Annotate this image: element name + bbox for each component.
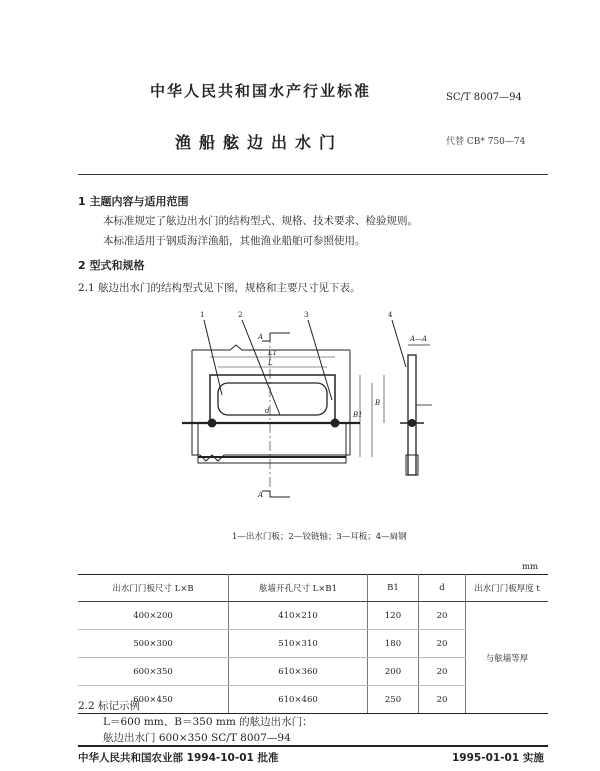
table-row bbox=[78, 602, 548, 630]
spec-table bbox=[78, 574, 548, 714]
section-1-paragraph-2: 本标准适用于钢质海洋渔船，其他渔业船舶可参照使用。 bbox=[103, 235, 366, 247]
header-door-size: 出水门门板尺寸 L×B bbox=[78, 575, 229, 602]
org-title: 中华人民共和国水产行业标准 bbox=[150, 82, 372, 100]
cell-b1: 180 bbox=[368, 630, 419, 658]
document-title: 渔船舷边出水门 bbox=[175, 133, 344, 152]
header-rule bbox=[78, 174, 548, 175]
table-header-row bbox=[78, 575, 548, 602]
cell-d: 20 bbox=[419, 686, 466, 714]
header-d: d bbox=[419, 575, 466, 602]
cell-d: 20 bbox=[419, 658, 466, 686]
cell-d: 20 bbox=[419, 630, 466, 658]
cell-thickness-merged: 与舷墙等厚 bbox=[466, 602, 549, 714]
callout-4: 4 bbox=[388, 311, 393, 319]
cell-b1: 120 bbox=[368, 602, 419, 630]
section-mark-top: A bbox=[258, 333, 264, 341]
figure-caption: 1—出水门板；2—铰链轴；3—耳板；4—扁钢 bbox=[232, 532, 407, 542]
cell-door-size: 500×300 bbox=[78, 630, 229, 658]
cell-opening-size: 610×460 bbox=[229, 686, 368, 714]
section-2-heading: 2 型式和规格 bbox=[78, 259, 145, 272]
approval-date: 中华人民共和国农业部 1994-10-01 批准 bbox=[78, 752, 279, 764]
table-unit: mm bbox=[522, 562, 539, 572]
dim-l: L bbox=[268, 359, 273, 367]
cell-door-size: 400×200 bbox=[78, 602, 229, 630]
marking-line-1: L＝600 mm、B＝350 mm 的舷边出水门： bbox=[103, 716, 313, 728]
door-structure-figure bbox=[170, 305, 440, 505]
cell-b1: 250 bbox=[368, 686, 419, 714]
cell-d: 20 bbox=[419, 602, 466, 630]
standard-number: SC/T 8007—94 bbox=[446, 92, 522, 103]
header-opening-size: 舷墙开孔尺寸 L×B1 bbox=[229, 575, 368, 602]
section-1-heading: 1 主题内容与适用范围 bbox=[78, 195, 189, 208]
callout-1: 1 bbox=[200, 311, 205, 319]
cell-door-size: 600×350 bbox=[78, 658, 229, 686]
section-mark-bottom: A bbox=[258, 491, 264, 499]
dim-b: B bbox=[375, 399, 381, 407]
marking-line-2: 舷边出水门 600×350 SC/T 8007—94 bbox=[103, 732, 291, 744]
dim-b1: B1 bbox=[353, 411, 363, 419]
dim-l1: L1 bbox=[268, 349, 278, 357]
cell-opening-size: 610×360 bbox=[229, 658, 368, 686]
callout-2: 2 bbox=[238, 311, 243, 319]
section-2-1-text: 2.1 舷边出水门的结构型式见下图，规格和主要尺寸见下表。 bbox=[78, 282, 361, 294]
header-b1: B1 bbox=[368, 575, 419, 602]
cell-opening-size: 410×210 bbox=[229, 602, 368, 630]
cell-door-size: 600×450 bbox=[78, 686, 229, 714]
header-thickness: 出水门门板厚度 t bbox=[466, 575, 549, 602]
cell-b1: 200 bbox=[368, 658, 419, 686]
footer-rule bbox=[78, 745, 548, 747]
callout-3: 3 bbox=[304, 311, 309, 319]
section-label: A—A bbox=[410, 335, 428, 343]
replaces-standard: 代替 CB* 750—74 bbox=[446, 137, 526, 147]
effective-date: 1995-01-01 实施 bbox=[452, 752, 544, 764]
marking-heading: 2.2 标记示例 bbox=[78, 700, 141, 712]
cell-opening-size: 510×310 bbox=[229, 630, 368, 658]
dim-d: d bbox=[265, 407, 270, 415]
section-1-paragraph-1: 本标准规定了舷边出水门的结构型式、规格、技术要求、检验规则。 bbox=[103, 215, 418, 227]
